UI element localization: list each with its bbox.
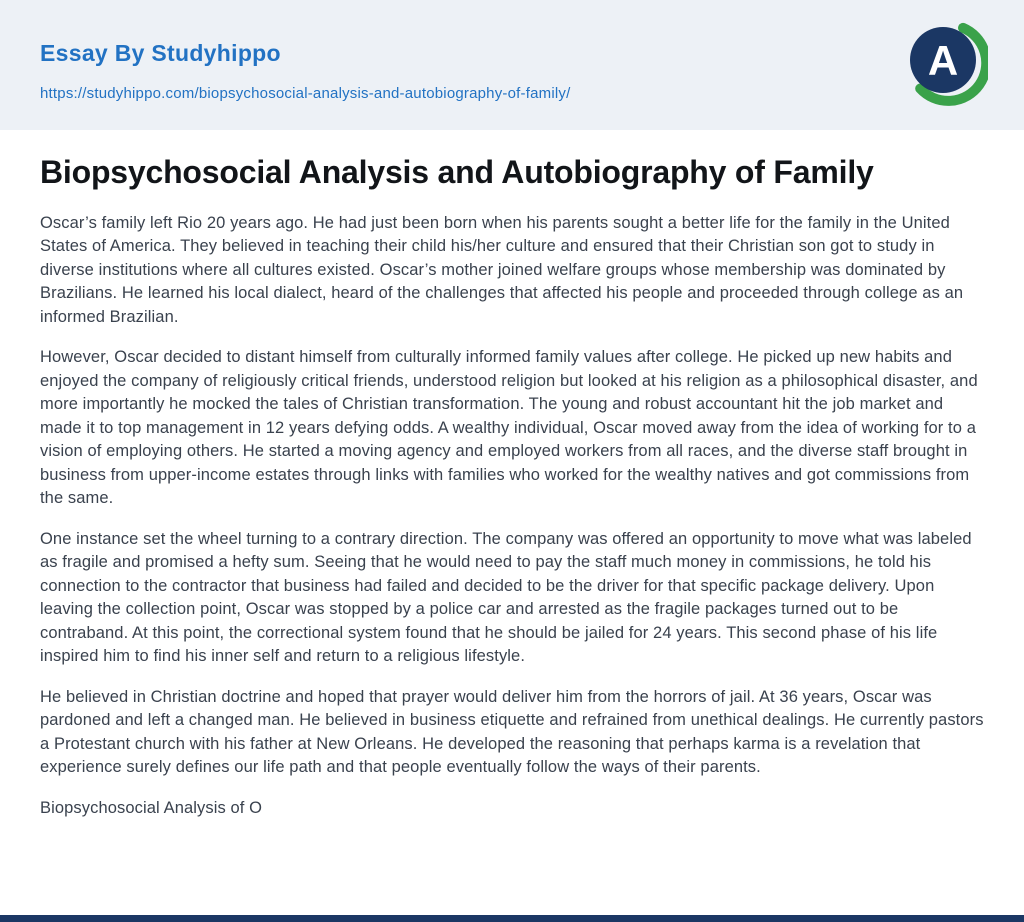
paragraph-4: He believed in Christian doctrine and hoped that prayer would deliver him from the horrors of jail. At 36 years, Oscar was pardoned and left a changed man. He believed in business etiquette and refrained from unethical dealings. He currently pastors a Protestant church with his father at New Orleans. He developed the reasoning that perhaps karma is a revelation that experience surely defines our life path and that people eventually follow the ways of their parents. — [40, 687, 984, 777]
page-title: Biopsychosocial Analysis and Autobiography of Family — [40, 154, 874, 190]
article-body — [40, 212, 984, 821]
paragraph-5-truncated: Biopsychosocial Analysis of O — [40, 798, 263, 817]
site-header — [0, 0, 1024, 130]
paragraph-3: One instance set the wheel turning to a contrary direction. The company was offered an opportunity to move what was labeled as fragile and promised a hefty sum. Seeing that he would need to pay the staff much money in commissions, he told his connection to the contractor that business had failed and decided to be the driver for that specific package delivery. Upon leaving the collection point, Oscar was stopped by a police car and arrested as the fragile packages turned out to be contraband. At this point, the correctional system found that he should be jailed for 24 years. This second phase of his life inspired him to find his inner self and return to a religious lifestyle. — [40, 529, 972, 666]
article-url-link[interactable]: https://studyhippo.com/biopsychosocial-analysis-and-autobiography-of-family/ — [40, 85, 571, 102]
logo-letter: A — [927, 37, 959, 84]
site-title: Essay By Studyhippo — [40, 40, 281, 66]
studyhippo-logo-icon — [906, 18, 988, 112]
paragraph-2: However, Oscar decided to distant himself from culturally informed family values after college. He picked up new habits and enjoyed the company of religiously critical friends, understood religion but looked at his religion as a philosophical disaster, and more importantly he mocked the tales of Christian transformation. The young and robust accountant hit the job market and made it to top management in 12 years defying odds. A wealthy individual, Oscar moved away from the idea of working for to a vision of employing others. He started a moving agency and employed workers from all races, and the diverse staff brought in business from upper-income estates through links with families who worked for the wealthy natives and got commissions from the same. — [40, 348, 978, 508]
footer-bar — [0, 915, 1024, 922]
paragraph-1: Oscar’s family left Rio 20 years ago. He had just been born when his parents sought a better life for the family in the United States of America. They believed in teaching their child his/her culture and ensured that their Christian son got to study in diverse institutions where all cultures existed. Oscar’s mother joined welfare groups whose membership was dominated by Brazilians. He learned his local dialect, heard of the challenges that affected his people and proceeded through college as an informed Brazilian. — [40, 213, 964, 326]
studyhippo-logo[interactable] — [906, 18, 988, 112]
article-content — [0, 130, 1024, 820]
